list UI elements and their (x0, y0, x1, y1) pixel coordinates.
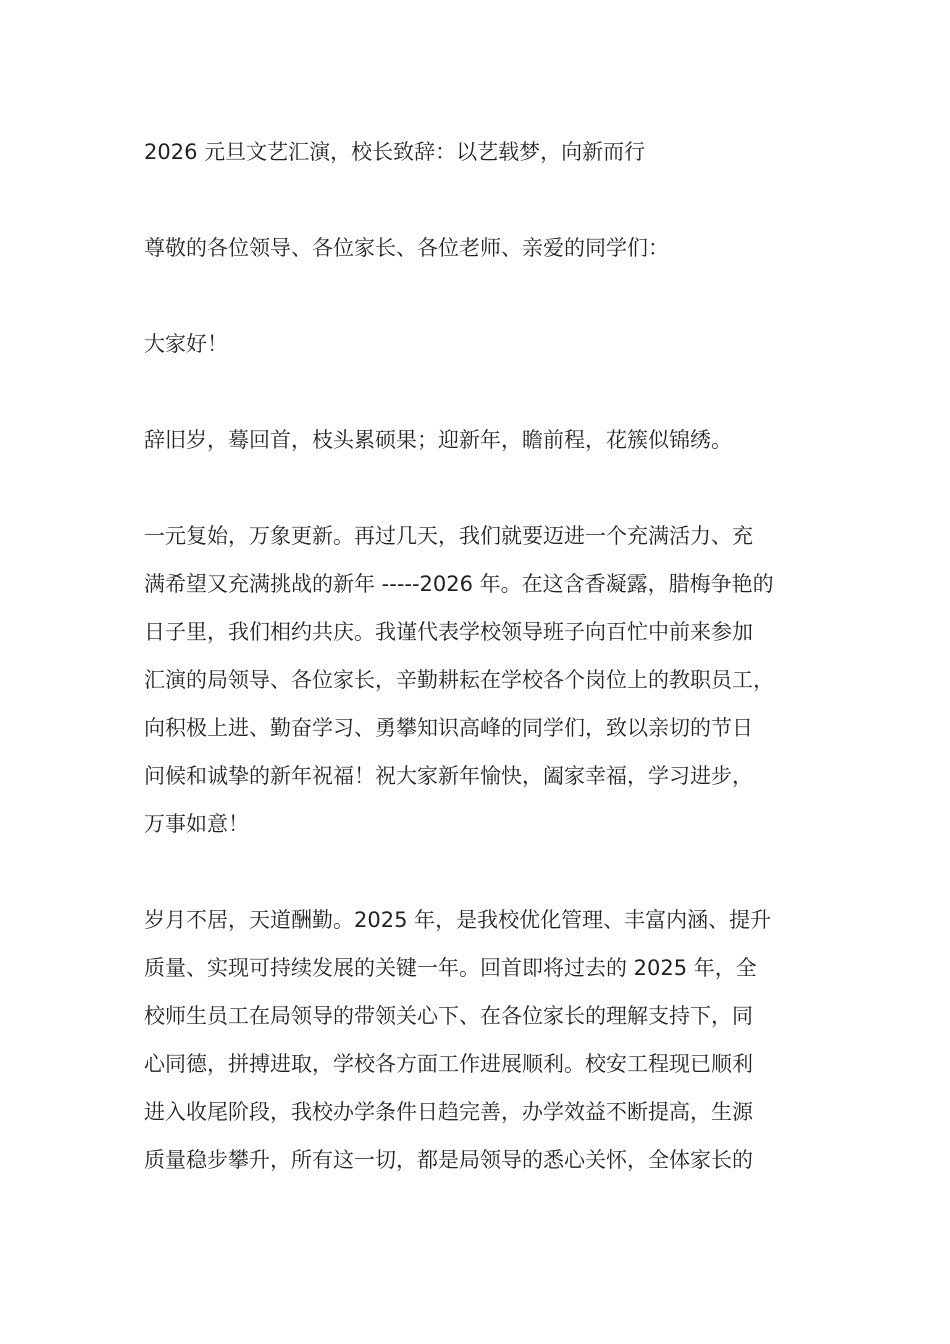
salutation-text: 尊敬的各位领导、各位家长、各位老师、亲爱的同学们： (144, 236, 669, 260)
document-title (144, 128, 824, 176)
paragraph-1-text: 辞旧岁，蓦回首，枝头累硕果；迎新年，瞻前程，花簇似锦绣。 (144, 428, 732, 452)
greeting-text: 大家好！ (144, 332, 228, 356)
title-text: 2026 元旦文艺汇演，校长致辞：以艺载梦，向新而行 (144, 140, 646, 164)
greeting (144, 320, 824, 368)
paragraph-2-line: 一元复始，万象更新。再过几天，我们就要迈进一个充满活力、充 (144, 524, 753, 548)
paragraph-3-line: 进入收尾阶段，我校办学条件日趋完善，办学效益不断提高，生源 (144, 1100, 753, 1124)
paragraph-2-line: 向积极上进、勤奋学习、勇攀知识高峰的同学们，致以亲切的节日 (144, 716, 753, 740)
paragraph-2-line: 万事如意！ (144, 812, 249, 836)
paragraph-3-line: 岁月不居，天道酬勤。2025 年，是我校优化管理、丰富内涵、提升 (144, 908, 772, 932)
paragraph-3 (144, 896, 824, 1184)
document-body (144, 128, 824, 1232)
paragraph-2-line: 汇演的局领导、各位家长，辛勤耕耘在学校各个岗位上的教职员工， (144, 668, 774, 692)
paragraph-3-line: 校师生员工在局领导的带领关心下、在各位家长的理解支持下，同 (144, 1004, 753, 1028)
paragraph-2-line: 问候和诚挚的新年祝福！祝大家新年愉快，阖家幸福，学习进步， (144, 764, 753, 788)
paragraph-3-line: 质量、实现可持续发展的关键一年。回首即将过去的 2025 年，全 (144, 956, 757, 980)
paragraph-3-line: 质量稳步攀升，所有这一切，都是局领导的悉心关怀，全体家长的 (144, 1148, 753, 1172)
paragraph-2-line: 满希望又充满挑战的新年 -----2026 年。在这含香凝露，腊梅争艳的 (144, 572, 774, 596)
paragraph-1 (144, 416, 824, 464)
salutation (144, 224, 824, 272)
paragraph-2 (144, 512, 824, 848)
paragraph-3-line: 心同德，拼搏进取，学校各方面工作进展顺利。校安工程现已顺利 (144, 1052, 753, 1076)
paragraph-2-line: 日子里，我们相约共庆。我谨代表学校领导班子向百忙中前来参加 (144, 620, 753, 644)
